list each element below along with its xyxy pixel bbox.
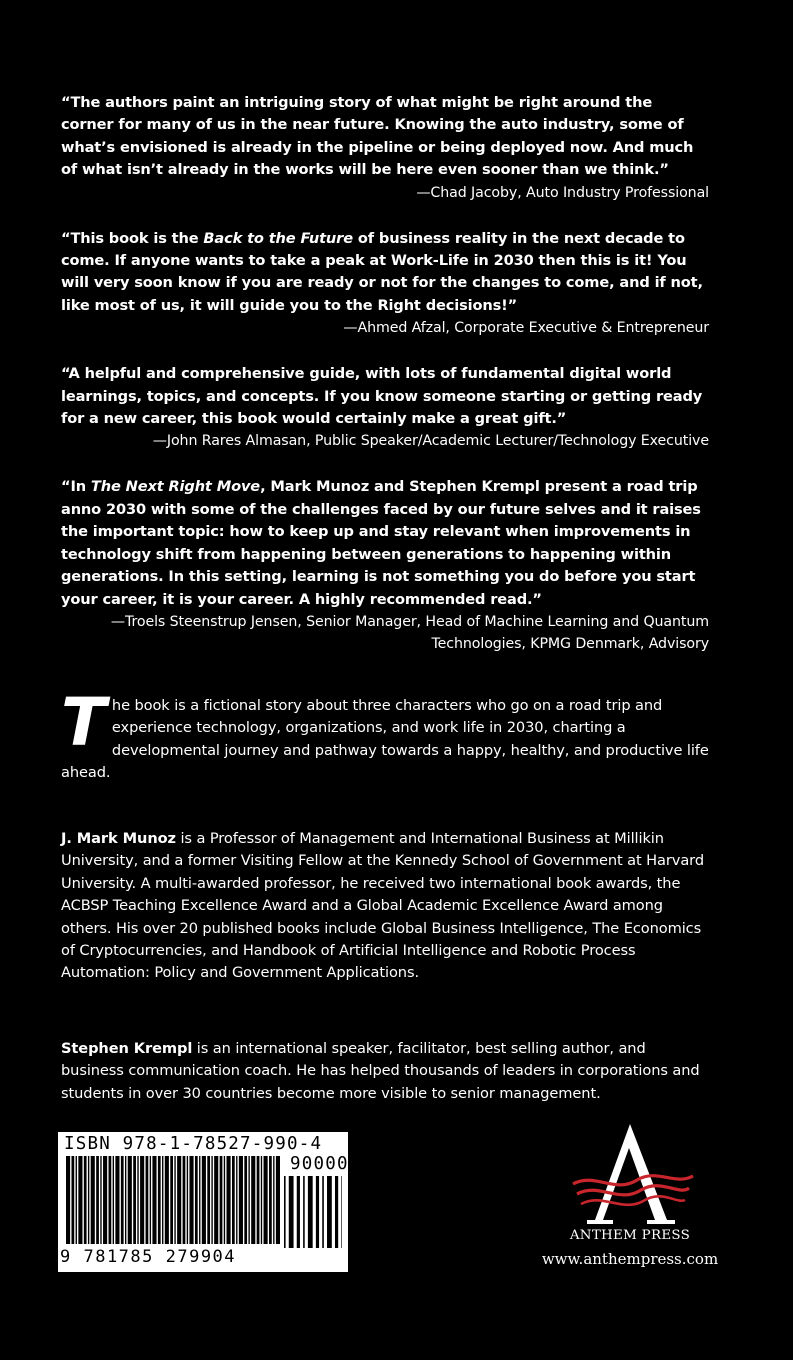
barcode-bar <box>76 1156 77 1244</box>
endorsement-text: “The authors paint an intriguing story of what might be right around the corner for many of us in the near future. Knowing the auto industry, some of what’s envisioned is already in the pipeline or being deployed now. And much of what isn’t already in the works will be here even sooner than we think.” <box>61 94 694 179</box>
barcode-bar <box>187 1156 188 1244</box>
barcode-bar <box>284 1176 286 1248</box>
author-name: J. Mark Munoz <box>61 830 176 847</box>
barcode-bar <box>239 1156 243 1244</box>
book-title-italic: The Next Right Move <box>90 478 261 496</box>
barcode-bar <box>236 1156 237 1244</box>
ean-barcode-bars <box>66 1156 280 1248</box>
barcode-bar <box>84 1156 87 1244</box>
barcode-bar <box>140 1156 144 1244</box>
summary-text: he book is a fictional story about three characters who go on a road trip and experience technology, organizations, and work life in 2030, charting a developmental journey and pathway towards a happy, healthy, and productive life ahead. <box>61 697 709 782</box>
barcode-bar <box>341 1176 342 1248</box>
barcode-bar <box>100 1156 101 1244</box>
barcode-bar <box>264 1156 268 1244</box>
isbn-barcode <box>58 1132 348 1272</box>
barcode-bar <box>273 1156 274 1244</box>
barcode-bar <box>170 1156 173 1244</box>
barcode-bar <box>121 1156 124 1244</box>
barcode-bar <box>152 1156 156 1244</box>
attribution-line: Technologies, KPMG Denmark, Advisory <box>431 635 709 652</box>
book-title-italic: Back to the Future <box>203 229 353 247</box>
endorsement-text <box>61 476 709 610</box>
author-bio-munoz <box>61 828 711 985</box>
barcode-bar <box>316 1176 319 1248</box>
book-summary <box>61 684 711 785</box>
text-segment: “This book is the <box>61 229 204 247</box>
endorsement-2 <box>61 228 709 340</box>
barcode-bar <box>335 1176 338 1248</box>
attribution-line: —Troels Steenstrup Jensen, Senior Manager, Head of Machine Learning and Quantum <box>110 613 709 630</box>
endorsement-attribution: —Ahmed Afzal, Corporate Executive & Entrepreneur <box>343 320 709 337</box>
barcode-bar <box>303 1176 305 1248</box>
barcode-bar <box>211 1156 212 1244</box>
endorsement-attribution: —John Rares Almasan, Public Speaker/Academic Lecturer/Technology Executive <box>152 433 709 450</box>
publisher-name: ANTHEM PRESS <box>569 1228 691 1243</box>
barcode-bar <box>115 1156 119 1244</box>
endorsement-text <box>61 228 709 318</box>
price-code: 90000 <box>290 1154 349 1174</box>
barcode-bar <box>232 1156 235 1244</box>
isbn-label: ISBN 978-1-78527-990-4 <box>64 1134 323 1154</box>
barcode-bar <box>244 1156 247 1244</box>
barcode-bar <box>308 1176 313 1248</box>
barcode-bar <box>322 1176 324 1248</box>
barcode-bar <box>88 1156 89 1244</box>
endorsement-4 <box>61 476 709 654</box>
barcode-bar <box>91 1156 95 1244</box>
addon-barcode-bars <box>284 1176 342 1248</box>
barcode-bar <box>202 1156 206 1244</box>
barcode-bar <box>207 1156 210 1244</box>
publisher-url: www.anthempress.com <box>541 1250 719 1268</box>
barcode-bar <box>103 1156 107 1244</box>
barcode-bar <box>261 1156 262 1244</box>
barcode-bar <box>66 1156 70 1244</box>
barcode-bar <box>276 1156 280 1244</box>
barcode-bar <box>269 1156 272 1244</box>
barcode-bar <box>125 1156 126 1244</box>
barcode-bar <box>165 1156 169 1244</box>
barcode-bar <box>195 1156 198 1244</box>
barcode-bar <box>248 1156 249 1244</box>
barcode-bar <box>251 1156 255 1244</box>
barcode-bar <box>174 1156 175 1244</box>
author-name: Stephen Krempl <box>61 1040 193 1057</box>
author-bio-krempl <box>61 1038 711 1105</box>
barcode-bar <box>289 1176 294 1248</box>
barcode-bar <box>137 1156 138 1244</box>
bio-text: is an international speaker, facilitator, best selling author, and business communication coach. He has helped thousands of leaders in corporations and students in over 30 countries become more visible to senior management. <box>61 1040 700 1102</box>
endorsement-3 <box>61 363 709 452</box>
barcode-bar <box>113 1156 114 1244</box>
barcode-bar <box>78 1156 82 1244</box>
endorsement-1 <box>61 92 709 204</box>
ean-digits: 9 781785 279904 <box>60 1247 237 1267</box>
endorsement-attribution <box>61 611 709 655</box>
drop-cap: T <box>61 684 106 761</box>
barcode-bar <box>297 1176 300 1248</box>
barcode-bar <box>227 1156 231 1244</box>
barcode-bar <box>327 1176 332 1248</box>
barcode-bar <box>199 1156 200 1244</box>
barcode-bar <box>158 1156 161 1244</box>
barcode-bar <box>96 1156 99 1244</box>
barcode-bar <box>71 1156 74 1244</box>
barcode-bar <box>109 1156 112 1244</box>
barcode-bar <box>162 1156 163 1244</box>
endorsement-text: “A helpful and comprehensive guide, with lots of fundamental digital world learnings, topics, and concepts. If you know someone starting or getting ready for a new career, this book would certainly make a great gift.” <box>61 365 703 428</box>
endorsements <box>61 92 709 679</box>
barcode-bar <box>150 1156 151 1244</box>
bio-text: is a Professor of Management and International Business at Millikin University, and a former Visiting Fellow at the Kennedy School of Government at Harvard University. A multi-awarded professor, he received two international book awards, the ACBSP Teaching Excellence Award and a Global Academic Excellence Award among others. His over 20 published books include Global Business Intelligence, The Economics of Cryptocurrencies, and Handbook of Artificial Intelligence and Robotic Process Automation: Policy and Government Applications. <box>61 830 704 982</box>
text-segment: “In <box>61 478 91 496</box>
barcode-bar <box>133 1156 136 1244</box>
text-segment: of business reality in the next decade to come. If anyone wants to take a peak at Work-Life in 2030 then this is it! You will very soon know if you are ready or not for the changes to come, and if not, like most of us, it will guide you to the Right decisions!” <box>61 229 703 314</box>
barcode-bar <box>257 1156 260 1244</box>
barcode-bar <box>146 1156 149 1244</box>
endorsement-attribution: —Chad Jacoby, Auto Industry Professional <box>416 184 709 201</box>
barcode-bar <box>177 1156 181 1244</box>
barcode-bar <box>189 1156 193 1244</box>
barcode-bar <box>214 1156 218 1244</box>
barcode-bar <box>224 1156 225 1244</box>
barcode-bar <box>220 1156 223 1244</box>
barcode-bar <box>183 1156 186 1244</box>
barcode-bar <box>128 1156 132 1244</box>
text-segment: , Mark Munoz and Stephen Krempl present a road trip anno 2030 with some of the challenges faced by our future selves and it raises the important topic: how to keep up and stay relevant when improvements in technology shift from happening between generations to happening within generations. In this setting, learning is not something you do before you start your career, it is your career. A highly recommended read.” <box>61 478 701 608</box>
